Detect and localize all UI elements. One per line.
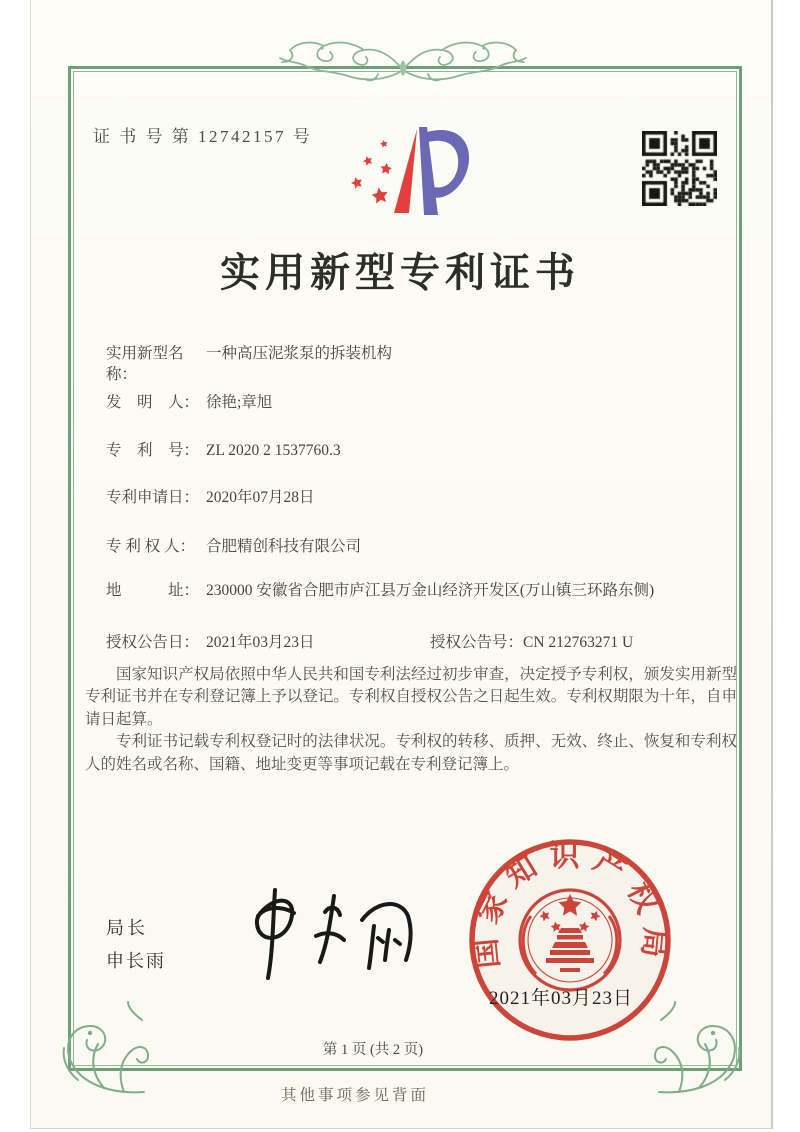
field-label: 专利申请日： <box>106 489 200 506</box>
field-label: 专 利 权 人： <box>106 538 196 555</box>
field-value: CN 212763271 U <box>523 634 634 651</box>
field-value: 合肥精创科技有限公司 <box>206 538 362 555</box>
director-name: 申长雨 <box>106 951 166 971</box>
field-value: 一种高压泥浆泵的拆装机构 <box>206 345 393 362</box>
field-label: 发 明 人： <box>106 394 200 411</box>
field-label: 地 址： <box>106 582 200 599</box>
certificate-title: 实用新型专利证书 <box>220 250 580 295</box>
seal-agency-text: 国家知识产权局 <box>468 840 672 970</box>
field-patent-number <box>106 440 746 461</box>
field-label: 授权公告号： <box>430 634 524 651</box>
corner-flourish-icon <box>44 1000 159 1105</box>
legal-paragraphs <box>85 664 737 776</box>
field-address <box>106 578 746 604</box>
certificate-number: 证 书 号 第 12742157 号 <box>93 127 313 146</box>
field-utility-model-name <box>106 343 746 385</box>
field-inventor <box>106 392 746 413</box>
field-value: 2020年07月28日 <box>206 489 315 506</box>
paragraph: 专利证书记载专利权登记时的法律状况。专利权的转移、质押、无效、终止、恢复和专利权人的姓名或名称、国籍、地址变更等事项记载在专利登记簿上。 <box>85 733 737 773</box>
qr-code <box>642 131 717 206</box>
field-grant-number <box>430 632 633 653</box>
top-ornament-dragon-icon <box>278 30 528 102</box>
field-label: 实用新型名称： <box>106 345 184 383</box>
signature-handwriting-icon <box>228 876 423 994</box>
field-value: 2021年03月23日 <box>206 634 315 651</box>
paragraph: 国家知识产权局依照中华人民共和国专利法经过初步审查，决定授予专利权，颁发实用新型专利证书并在专利登记簿上予以登记。专利权自授权公告之日起生效。专利权期限为十年，自申请日起算。 <box>85 666 737 728</box>
cnipa-logo-icon <box>340 116 470 224</box>
field-value: ZL 2020 2 1537760.3 <box>206 442 341 459</box>
official-seal <box>458 832 682 1054</box>
field-value: 230000 安徽省合肥市庐江县万金山经济开发区(万山镇三环路东侧) <box>206 582 655 599</box>
field-label: 授权公告日： <box>106 634 200 651</box>
seal-date: 2021年03月23日 <box>489 988 634 1009</box>
field-patentee <box>106 536 746 557</box>
field-grant-info <box>106 632 746 653</box>
field-label: 专 利 号： <box>106 442 200 459</box>
field-value: 徐艳;章旭 <box>206 394 273 411</box>
director-title: 局长 <box>106 918 148 938</box>
page-indicator: 第 1 页 (共 2 页) <box>322 1042 424 1058</box>
back-note: 其他事项参见背面 <box>280 1087 429 1104</box>
field-filing-date <box>106 487 746 508</box>
